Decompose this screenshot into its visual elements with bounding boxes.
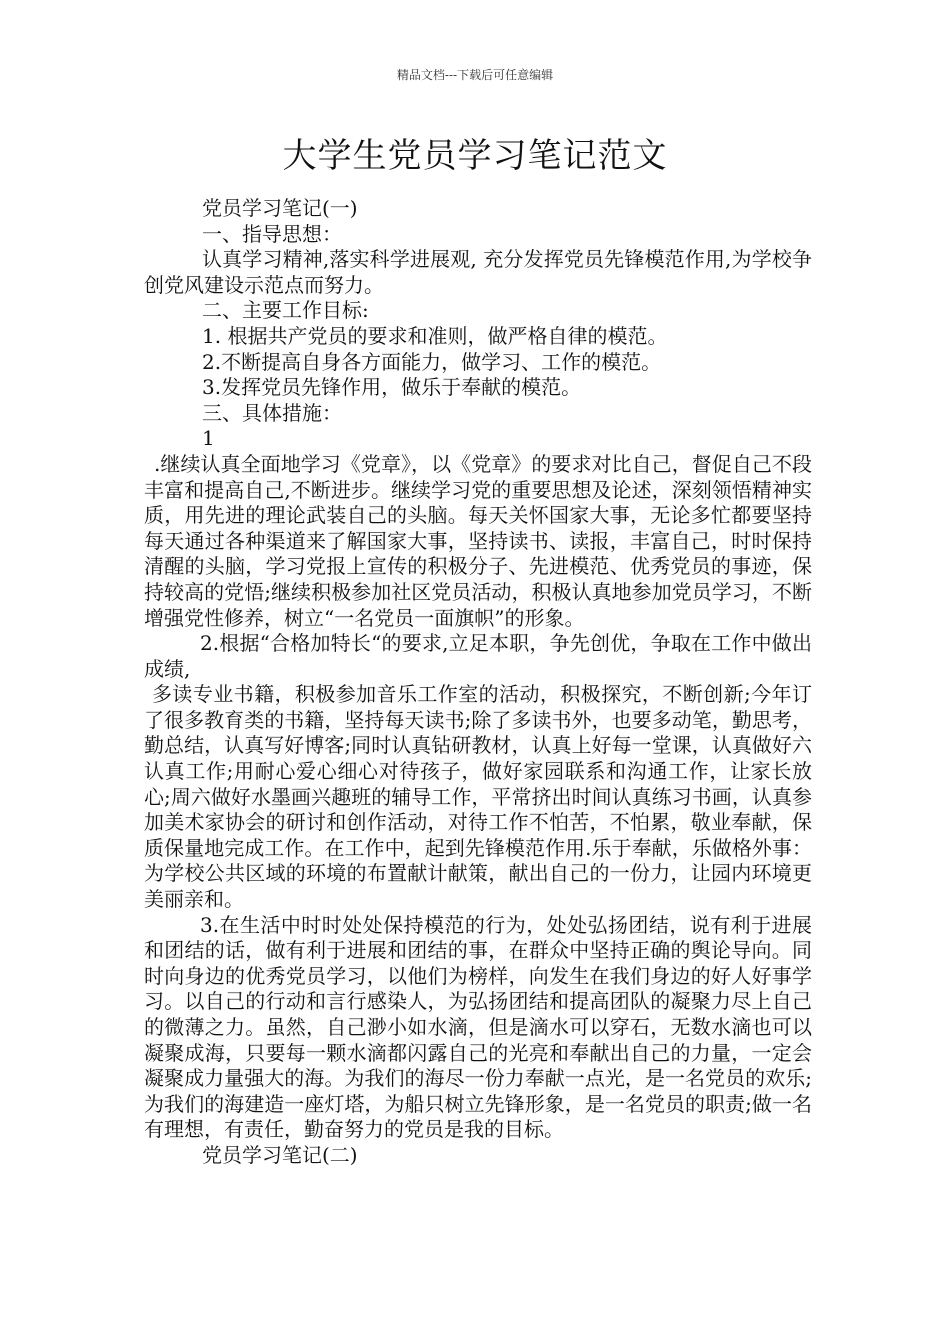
section-heading: 党员学习笔记(一) — [202, 196, 358, 220]
paragraph: .继续认真全面地学习《党章》，以《党章》的要求对比自己，督促自己不段丰富和提高自己,不断进步。继续学习党的重要思想及论述，深刻领悟精神实质，用先进的理论武装自己的头脑。每天关怀国家大事，无论多忙都要坚持每天通过各种渠道来了解国家大事，坚持读书、读报，丰富自己，时时保持清醒的头脑，学习党报上宣传的积极分子、先进模范、优秀党员的事迹，保持较高的党悟;继续积极参加社区党员活动，积极认真地参加党员学习，不断增强党性修养，树立“一名党员一面旗帜”的形象。 — [144, 451, 812, 630]
paragraph: 2.根据“合格加特长“的要求,立足本职，争先创优，争取在工作中做出成绩, — [144, 631, 812, 681]
paragraph: 认真学习精神,落实科学进展观, 充分发挥党员先锋模范作用,为学校争创党风建设示范点而努力。 — [144, 247, 812, 297]
list-item: 2.不断提高自身各方面能力，做学习、工作的模范。 — [202, 349, 662, 374]
section-heading: 党员学习笔记(二) — [202, 1142, 358, 1167]
subsection-heading: 二、主要工作目标: — [202, 298, 369, 323]
list-item: 1. 根据共产党员的要求和准则，做严格自律的模范。 — [202, 323, 668, 348]
subsection-heading: 三、具体措施： — [202, 400, 342, 425]
page-header: 精品文档---下载后可任意编辑 — [396, 68, 554, 82]
document-title: 大学生党员学习笔记范文 — [282, 136, 668, 176]
document-body — [144, 196, 812, 1169]
subsection-heading: 一、指导思想： — [202, 221, 342, 246]
paragraph: 3.在生活中时时处处保持模范的行为，处处弘扬团结，说有利于进展和团结的话，做有利于进展和团结的事，在群众中坚持正确的舆论导向。同时向身边的优秀党员学习，以他们为榜样，向发生在我们身边的好人好事学习。以自己的行动和言行感染人，为弘扬团结和提高团队的凝聚力尽上自己的微薄之力。虽然，自己渺小如水滴，但是滴水可以穿石，无数水滴也可以凝聚成海，只要每一颗水滴都闪露自己的光亮和奉献出自己的力量，一定会凝聚成力量强大的海。为我们的海尽一份力奉献一点光，是一名党员的欢乐;为我们的海建造一座灯塔，为船只树立先锋形象，是一名党员的职责;做一名有理想，有责任，勤奋努力的党员是我的目标。 — [144, 912, 812, 1142]
list-number: 1 — [202, 426, 215, 451]
paragraph: 多读专业书籍，积极参加音乐工作室的活动，积极探究，不断创新;今年订了很多教育类的书籍，坚持每天读书;除了多读书外，也要多动笔，勤思考，勤总结，认真写好博客;同时认真钻研教材，认真上好每一堂课，认真做好六认真工作;用耐心爱心细心对待孩子，做好家园联系和沟通工作，让家长放心;周六做好水墨画兴趣班的辅导工作，平常挤出时间认真练习书画，认真参加美术家协会的研讨和创作活动，对待工作不怕苦，不怕累，敬业奉献，保质保量地完成工作。在工作中，起到先锋模范作用.乐于奉献，乐做格外事：为学校公共区域的环境的布置献计献策，献出自己的一份力，让园内环境更美丽亲和。 — [144, 682, 812, 912]
list-item: 3.发挥党员先锋作用，做乐于奉献的模范。 — [202, 375, 582, 400]
